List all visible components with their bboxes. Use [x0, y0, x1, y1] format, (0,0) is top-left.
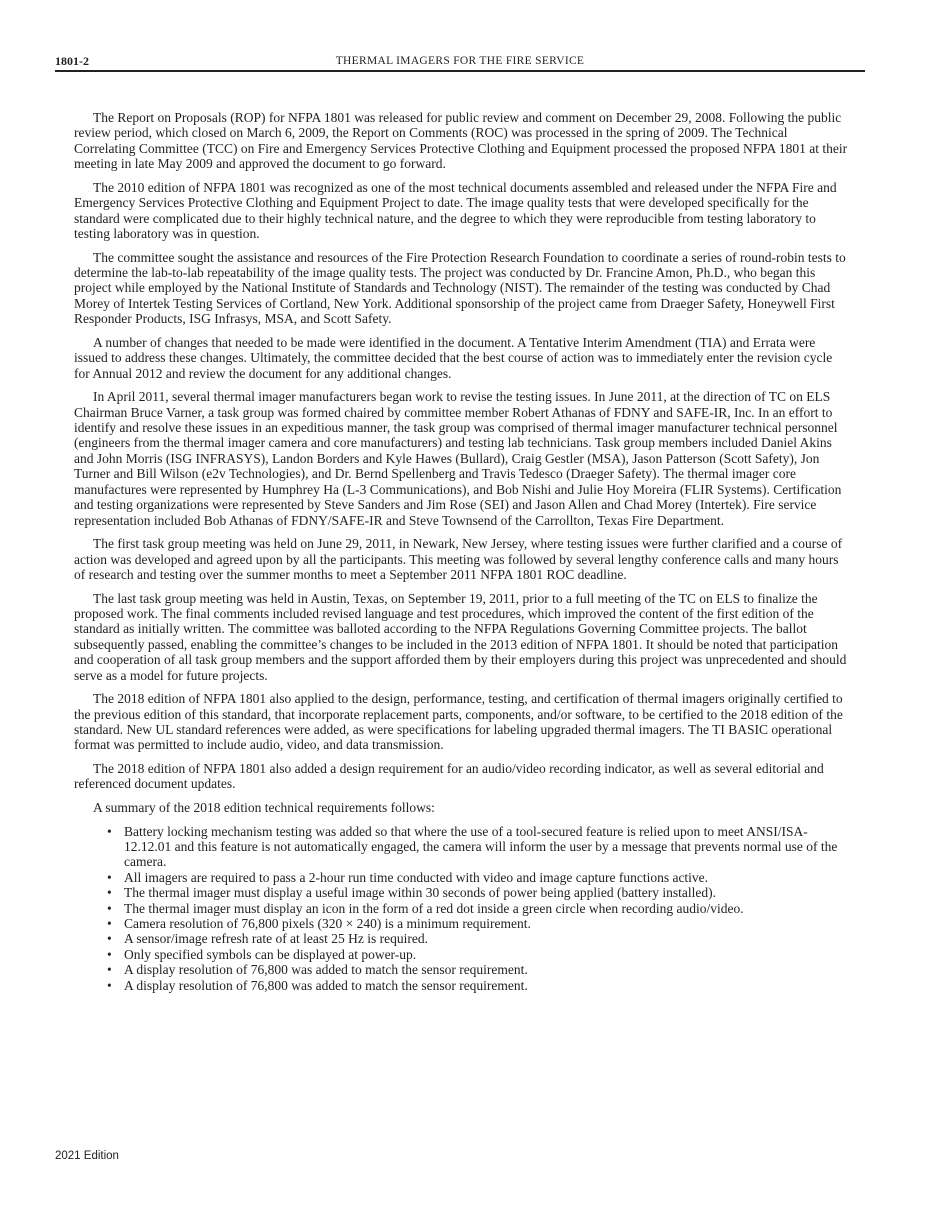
- list-item: • The thermal imager must display an icon in the form of a red dot inside a green circle when recording audio/video.: [124, 901, 850, 916]
- paragraph-2010-edition: The 2010 edition of NFPA 1801 was recognized as one of the most technical documents assembled and released under the NFPA Fire and Emergency Services Protective Clothing and Equipment Project to date. The image quality tests that were developed specifically for the standard were complicated due to their highly technical nature, and the degree to which they were reproducible from testing laboratory to testing laboratory was in question.: [74, 179, 837, 242]
- list-item: • All imagers are required to pass a 2-hour run time conducted with video and image capture functions active.: [124, 870, 850, 885]
- list-item: • Battery locking mechanism testing was added so that where the use of a tool-secured feature is relied upon to meet ANSI/ISA-12.12.01 and this feature is not automatically engaged, the camera will inform the user by a message that prevents normal use of the camera.: [124, 824, 850, 870]
- edition-footer: 2021 Edition: [55, 1150, 119, 1162]
- paragraph-research-foundation: The committee sought the assistance and resources of the Fire Protection Research Foundation to coordinate a series of round-robin tests to determine the lab-to-lab repeatability of the image quality tests. The project was conducted by Dr. Francine Amon, Ph.D., who began this project while employed by the National Institute of Standards and Technology (NIST). The remainder of the testing was conducted by Chad Morey of Intertek Testing Services of Cortland, New York. Additional sponsorship of the project came from Draeger Safety, Honeywell First Responder Products, ISG Infrasys, MSA, and Scott Safety.: [74, 249, 846, 327]
- running-title: THERMAL IMAGERS FOR THE FIRE SERVICE: [335, 55, 585, 67]
- paragraph-summary-intro: A summary of the 2018 edition technical requirements follows:: [93, 799, 435, 815]
- paragraph-2018-edition-indicator: The 2018 edition of NFPA 1801 also added a design requirement for an audio/video recording indicator, as well as several editorial and referenced document updates.: [74, 760, 824, 792]
- paragraph-last-meeting: The last task group meeting was held in Austin, Texas, on September 19, 2011, prior to a full meeting of the TC on ELS to finalize the proposed work. The final comments included revised language and test procedures, which improved the content of the first edition of the standard as initially written. The committee was balloted according to the NFPA Regulations Governing Committee projects. The ballot subsequently passed, enabling the committee’s changes to be included in the 2013 edition of NFPA 1801. It should be noted that participation and cooperation of all task group members and the support afforded them by their employers during this project was unprecedented and should serve as a model for future projects.: [74, 590, 847, 683]
- list-item: • A display resolution of 76,800 was added to match the sensor requirement.: [124, 978, 850, 993]
- page-header: [55, 54, 865, 72]
- list-item: • Camera resolution of 76,800 pixels (320 × 240) is a minimum requirement.: [124, 916, 850, 931]
- paragraph-rop-release: The Report on Proposals (ROP) for NFPA 1801 was released for public review and comment on December 29, 2008. Following the public review period, which closed on March 6, 2009, the Report on Comments (ROC) was processed in the spring of 2009. The Technical Correlating Committee (TCC) on Fire and Emergency Services Protective Clothing and Equipment processed the proposed NFPA 1801 at their meeting in late May 2009 and approved the document to go forward.: [74, 110, 848, 172]
- paragraph-tia-errata: A number of changes that needed to be made were identified in the document. A Tentative Interim Amendment (TIA) and Errata were issued to address these changes. Ultimately, the committee decided that the best course of action was to immediately enter the revision cycle for Annual 2012 and review the document for any additional changes.: [74, 334, 833, 381]
- requirements-list: [74, 824, 850, 993]
- paragraph-first-meeting: The first task group meeting was held on June 29, 2011, in Newark, New Jersey, where testing issues were further clarified and a course of action was developed and agreed upon by all the participants. This meeting was followed by several lengthy conference calls and many hours of research and testing over the summer months to meet a September 2011 NFPA 1801 ROC deadline.: [74, 536, 843, 582]
- main-body: [74, 110, 850, 993]
- list-item: • Only specified symbols can be displayed at power-up.: [124, 947, 850, 962]
- page-number: 1801-2: [55, 54, 89, 68]
- list-item: • The thermal imager must display a useful image within 30 seconds of power being applied (battery installed).: [124, 885, 850, 900]
- paragraph-2018-edition-scope: The 2018 edition of NFPA 1801 also applied to the design, performance, testing, and certification of thermal imagers originally certified to the previous edition of this standard, that incorporate replacement parts, components, and/or software, to be certified to the 2018 edition of the standard. New UL standard references were added, as were specifications for labeling upgraded thermal imagers. The TI BASIC operational format was permitted to include audio, video, and data transmission.: [74, 691, 843, 753]
- list-item: • A display resolution of 76,800 was added to match the sensor requirement.: [124, 962, 850, 977]
- list-item: • A sensor/image refresh rate of at least 25 Hz is required.: [124, 931, 850, 946]
- paragraph-task-group-formed: In April 2011, several thermal imager manufacturers began work to revise the testing issues. In June 2011, at the direction of TC on ELS Chairman Bruce Varner, a task group was formed chaired by committee member Robert Athanas of FDNY and SAFE-IR, Inc. In an effort to identify and resolve these issues in an expeditious manner, the task group was comprised of thermal imager manufacturer technical personnel (engineers from the thermal imager camera and core manufacturers) and testing lab technicians. Task group members included Daniel Akins and John Morris (ISG INFRASYS), Landon Borders and Kyle Hawes (Bullard), Craig Gestler (MSA), Jason Patterson (Scott Safety), Jon Turner and Bill Wilson (e2v Technologies), and Dr. Bernd Spellenberg and Travis Tedesco (Draeger Safety). The thermal imager core manufactures were represented by Humphrey Ha (L-3 Communications), and Bob Nishi and Julie Hoy Moreira (FLIR Systems). Certification and testing organizations were represented by Steve Sanders and Jim Rose (SEI) and Jason Allen and Chad Morey (Intertek). Fire service representation included Bob Athanas of FDNY/SAFE-IR and Steve Townsend of the Carrollton, Texas Fire Department.: [74, 389, 842, 528]
